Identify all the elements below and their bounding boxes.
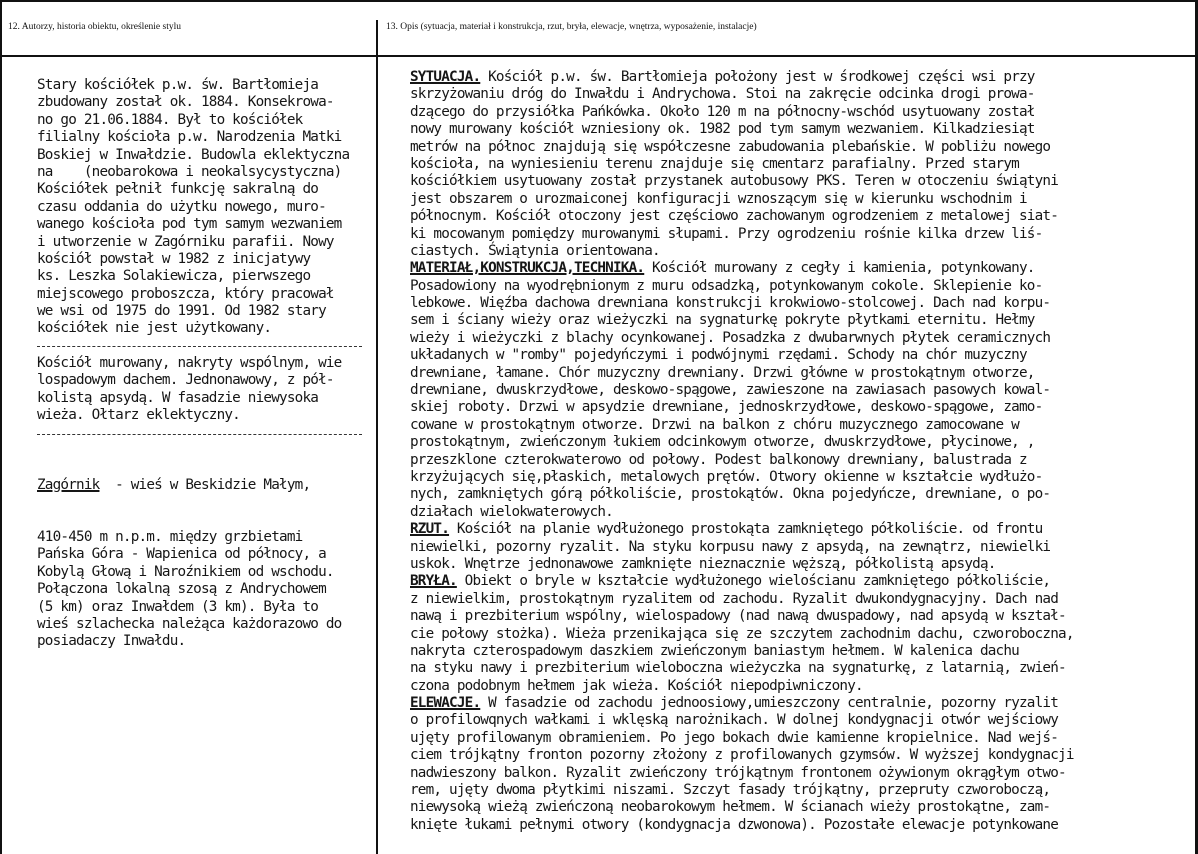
line-text: na styku nawy i prezbiterium wieloboczna wieżyczka na sygnaturkę, z latarnią, zwień- xyxy=(410,660,1066,677)
field-header-description: 13. Opis (sytuacja, materiał i konstrukcja, rzut, bryła, elewacje, wnętrza, wyposażenie, instalacje) xyxy=(386,22,757,32)
description-line xyxy=(410,782,1074,799)
line-text: ki mocowanym pomiędzy murowanymi słupami. Przy ogrodzeniu rośnie kilka drzew liś- xyxy=(410,225,1043,242)
line-text: z niewielkim, prostokątnym ryzalitem od zachodu. Ryzalit dwukondygnacyjny. Dach nad xyxy=(410,590,1059,607)
text-line: zbudowany został ok. 1884. Konsekrowa- xyxy=(37,94,334,111)
line-text: czona podobnym hełmem jak wieża. Kościół niepodpiwniczony. xyxy=(410,677,863,694)
line-text: Kościół p.w. św. Bartłomieja położony jest w środkowej części wsi przy xyxy=(480,69,1035,85)
line-text: skiej roboty. Drzwi w apsydzie drewniane, jednoskrzydłowe, deskowo-spągowe, zamo- xyxy=(410,399,1043,416)
line-text: uskok. Wnętrze jednonawowe zamknięte nieznacznie węższą, półkolistą apsydą. xyxy=(410,555,996,572)
description-line xyxy=(410,434,1074,451)
line-text: cie połowy stożka). Wieża przenikająca się ze szczytem zachodnim dachu, czworoboczna, xyxy=(410,625,1074,642)
line-text: ciem trójkątny fronton pozorny złożony z profilowanych gzymsów. W wyższej kondygnacji xyxy=(410,747,1074,764)
description-line xyxy=(410,469,1074,486)
text-line: Kościół murowany, nakryty wspólnym, wie xyxy=(37,355,342,371)
line-text: nowy murowany kościół wzniesiony ok. 1982 pod tym samym wezwaniem. Kilkadziesiąt xyxy=(410,121,1035,138)
description-line xyxy=(410,643,1074,660)
line-text: przeszklone czterokwaterowo od połowy. Podest balkonowy drewniany, balustrada z xyxy=(410,451,1027,468)
description-line xyxy=(410,260,1074,277)
description-line xyxy=(410,86,1074,103)
section-heading: BRYŁA. xyxy=(410,573,457,590)
description-line xyxy=(410,712,1074,729)
section-heading: SYTUACJA. xyxy=(410,69,481,85)
description-line xyxy=(410,330,1074,347)
column-divider xyxy=(376,20,378,854)
description-line xyxy=(410,521,1074,538)
form-border-left xyxy=(0,0,2,854)
line-text: drewniane, dwuskrzydłowe, deskowo-spągowe, zawieszone na zawiasach pasowych kowal- xyxy=(410,382,1051,399)
village-first-line: - wieś w Beskidzie Małym, xyxy=(99,476,311,493)
form-border-top xyxy=(0,0,1198,2)
text-line: we wsi od 1975 do 1991. Od 1982 stary xyxy=(37,303,326,320)
text-line: Kobylą Głową i Naroźnikiem od wschodu. xyxy=(37,563,334,580)
village-lines xyxy=(37,529,342,651)
line-text: prostokątnym, zwieńczonym łukiem odcinkowym otworze, dwuskrzydłowe, płycinowe, , xyxy=(410,434,1035,451)
dashed-separator xyxy=(37,346,362,347)
description-line xyxy=(410,278,1074,295)
section-heading: ELEWACJE. xyxy=(410,695,481,712)
text-line: filialny kościoła p.w. Narodzenia Matki xyxy=(37,129,342,146)
description-line xyxy=(410,730,1074,747)
line-text: wieży i wieżyczki z blachy ocynkowanej. Posadzka z dwubarwnych płytek ceramicznych xyxy=(410,329,1051,346)
line-text: skrzyżowaniu dróg do Inwałdu i Andrychowa. Stoi na zakręcie odcinka drogi prowa- xyxy=(410,86,1035,103)
description-line xyxy=(410,173,1074,190)
field-header-history: 12. Autorzy, historia obiektu, określenie stylu xyxy=(8,22,181,32)
text-line: Połączona lokalną szosą z Andrychowem xyxy=(37,581,326,598)
header-rule xyxy=(0,55,1198,57)
line-text: nawą i prezbiterium wspólny, wielospadowy (nad nawą dwuspadowy, nad apsydą w kształ- xyxy=(410,608,1066,625)
description-line xyxy=(410,399,1074,416)
text-line: no go 21.06.1884. Był to kościółek xyxy=(37,111,303,128)
line-text: układanych w "romby" pojedyńczymi i podwójnymi rzędami. Schody na chór muzyczny xyxy=(410,347,1027,364)
description-line xyxy=(410,626,1074,643)
description-line xyxy=(410,452,1074,469)
village-text xyxy=(37,442,342,668)
line-text: nadwieszony balkon. Ryzalit zwieńczony trójkątnym frontonem ożywionym okrągłym otwo- xyxy=(410,764,1066,781)
description-line xyxy=(410,817,1074,834)
line-text: metrów na północ znajdują się współczesne zabudowania plebańskie. W pobliżu nowego xyxy=(410,138,1051,155)
text-line: i utworzenie w Zagórniku parafii. Nowy xyxy=(37,233,334,250)
line-text: Posadowiony na wyodrębnionym z muru odsadzką, potynkowanym cokole. Sklepienie ko- xyxy=(410,277,1043,294)
line-text: Kościół na planie wydłużonego prostokąta zamkniętego półkoliście. od frontu xyxy=(449,521,1043,538)
description-line xyxy=(410,69,1074,86)
line-text: kościoła, na wyniesieniu terenu znajduje się cmentarz parafialny. Przed starym xyxy=(410,155,1019,172)
description-line xyxy=(410,295,1074,312)
line-text: nakryta czterospadowym daszkiem zwieńczonym baniastym hełmem. W kalenica dachu xyxy=(410,642,1019,659)
line-text: lebkowe. Więźba dachowa drewniana konstrukcji krokwiowo-stolcowej. Dach nad korpu- xyxy=(410,295,1051,312)
description-line xyxy=(410,417,1074,434)
text-line: czasu oddania do użytku nowego, muro- xyxy=(37,198,326,215)
description-line xyxy=(410,591,1074,608)
description-line xyxy=(410,765,1074,782)
text-line: kolistą apsydą. W fasadzie niewysoka xyxy=(37,389,319,406)
history-text xyxy=(37,77,349,338)
line-text: knięte łukami pełnymi otwory (kondygnacja dzwonowa). Pozostałe elewacje potynkowane xyxy=(410,816,1059,833)
text-line: posiadaczy Inwałdu. xyxy=(37,633,186,650)
text-line: kościół powstał w 1982 z inicjatywy xyxy=(37,250,311,267)
dashed-separator xyxy=(37,434,362,435)
description-line xyxy=(410,156,1074,173)
description-line xyxy=(410,556,1074,573)
line-text: drewniane, łamane. Chór muzyczny drewniany. Drzwi główne w prostokątnym otworze, xyxy=(410,364,1035,381)
description-line xyxy=(410,678,1074,695)
line-text: Obiekt o bryle w kształcie wydłużonego wielościanu zamkniętego półkoliście, xyxy=(456,573,1051,590)
description-line xyxy=(410,139,1074,156)
village-name: Zagórnik xyxy=(37,476,100,493)
description-line xyxy=(410,660,1074,677)
text-line: wieża. Ołtarz eklektyczny. xyxy=(37,407,240,424)
text-line: wieś szlachecka należąca każdorazowo do xyxy=(37,615,342,632)
description-line xyxy=(410,365,1074,382)
description-line xyxy=(410,486,1074,503)
text-line: ks. Leszka Solakiewicza, pierwszego xyxy=(37,268,311,285)
description-line xyxy=(410,382,1074,399)
line-text: ciastych. Świątynia orientowana. xyxy=(410,242,660,259)
text-line: (5 km) oraz Inwałdem (3 km). Była to xyxy=(37,598,319,615)
text-line xyxy=(37,477,342,494)
description-line xyxy=(410,191,1074,208)
line-text: jest obszarem o urozmaiconej konfiguracji wznoszącym się w kierunku wschodnim i xyxy=(410,190,1027,207)
short-description-text xyxy=(37,355,342,425)
line-text: o profilowqnych wałkami i wklęską narożnikach. W dolnej kondygnacji otwór wejściowy xyxy=(410,712,1059,729)
line-text: krzyżujących się,płaskich, metalowych prętów. Otwory okienne w kształcie wydłużo- xyxy=(410,468,1043,485)
text-line: miejscowego proboszcza, który pracował xyxy=(37,285,334,302)
section-heading: RZUT. xyxy=(410,521,450,538)
text-line: Pańska Góra - Wapienica od północy, a xyxy=(37,546,326,563)
text-line: Boskiej w Inwałdzie. Budowla eklektyczna xyxy=(37,146,350,163)
description-line xyxy=(410,312,1074,329)
line-text: ujęty profilowanym obramieniem. Po jego bokach dwie kamienne kropielnice. Nad wejś- xyxy=(410,729,1059,746)
line-text: cowane w prostokątnym otworze. Drzwi na balkon z chóru muzycznego zamocowane w xyxy=(410,416,1019,433)
description-line xyxy=(410,695,1074,712)
line-text: północnym. Kościół otoczony jest częściowo zachowanym ogrodzeniem z metalowej siat- xyxy=(410,208,1059,225)
description-line xyxy=(410,226,1074,243)
description-line xyxy=(410,504,1074,521)
description-line xyxy=(410,539,1074,556)
description-line xyxy=(410,347,1074,364)
line-text: nych, zamkniętych górą półkoliście, prostokątów. Okna pojedyńcze, drewniane, o po- xyxy=(410,486,1051,503)
text-line: wanego kościoła pod tym samym wezwaniem xyxy=(37,216,342,233)
line-text: kościółkiem usytuowany został przystanek autobusowy PKS. Teren w otoczeniu świątyni xyxy=(410,173,1059,190)
line-text: niewysoką wieżą zwieńczoną neobarokowym hełmem. W ścianach wieży prostokątne, zam- xyxy=(410,799,1051,816)
line-text: dzącego do przysiółka Pańkówka. Około 120 m na północny-wschód usytuowany został xyxy=(410,103,1035,120)
line-text: działach wielokwaterowych. xyxy=(410,503,613,520)
description-line xyxy=(410,208,1074,225)
description-line xyxy=(410,573,1074,590)
description-line xyxy=(410,243,1074,260)
line-text: niewielki, pozorny ryzalit. Na styku korpusu nawy z apsydą, na zewnątrz, niewielki xyxy=(410,538,1051,555)
line-text: sem i ściany wieży oraz wieżyczki na sygnaturkę pokryte płytkami eternitu. Hełmy xyxy=(410,312,1035,329)
text-line: Stary kościółek p.w. św. Bartłomieja xyxy=(37,77,319,93)
line-text: rem, ujęty dwoma płytkimi niszami. Szczyt fasady trójkątny, przepruty czworoboczą, xyxy=(410,782,1051,799)
line-text: Kościół murowany z cegły i kamienia, potynkowany. xyxy=(644,260,1035,277)
description-line xyxy=(410,799,1074,816)
description-line xyxy=(410,608,1074,625)
section-heading: MATERIAŁ,KONSTRUKCJA,TECHNIKA. xyxy=(410,260,645,277)
description-line xyxy=(410,121,1074,138)
text-line: na (neobarokowa i neokalsycystyczna) xyxy=(37,163,342,180)
text-line: Kościółek pełnił funkcję sakralną do xyxy=(37,181,319,198)
description-line xyxy=(410,104,1074,121)
description-body xyxy=(410,69,1074,834)
text-line: kościółek nie jest użytkowany. xyxy=(37,320,272,337)
text-line: 410-450 m n.p.m. między grzbietami xyxy=(37,529,303,546)
line-text: W fasadzie od zachodu jednoosiowy,umieszczony centralnie, pozorny ryzalit xyxy=(480,695,1059,712)
text-line: lospadowym dachem. Jednonawowy, z pół- xyxy=(37,372,334,389)
description-line xyxy=(410,747,1074,764)
